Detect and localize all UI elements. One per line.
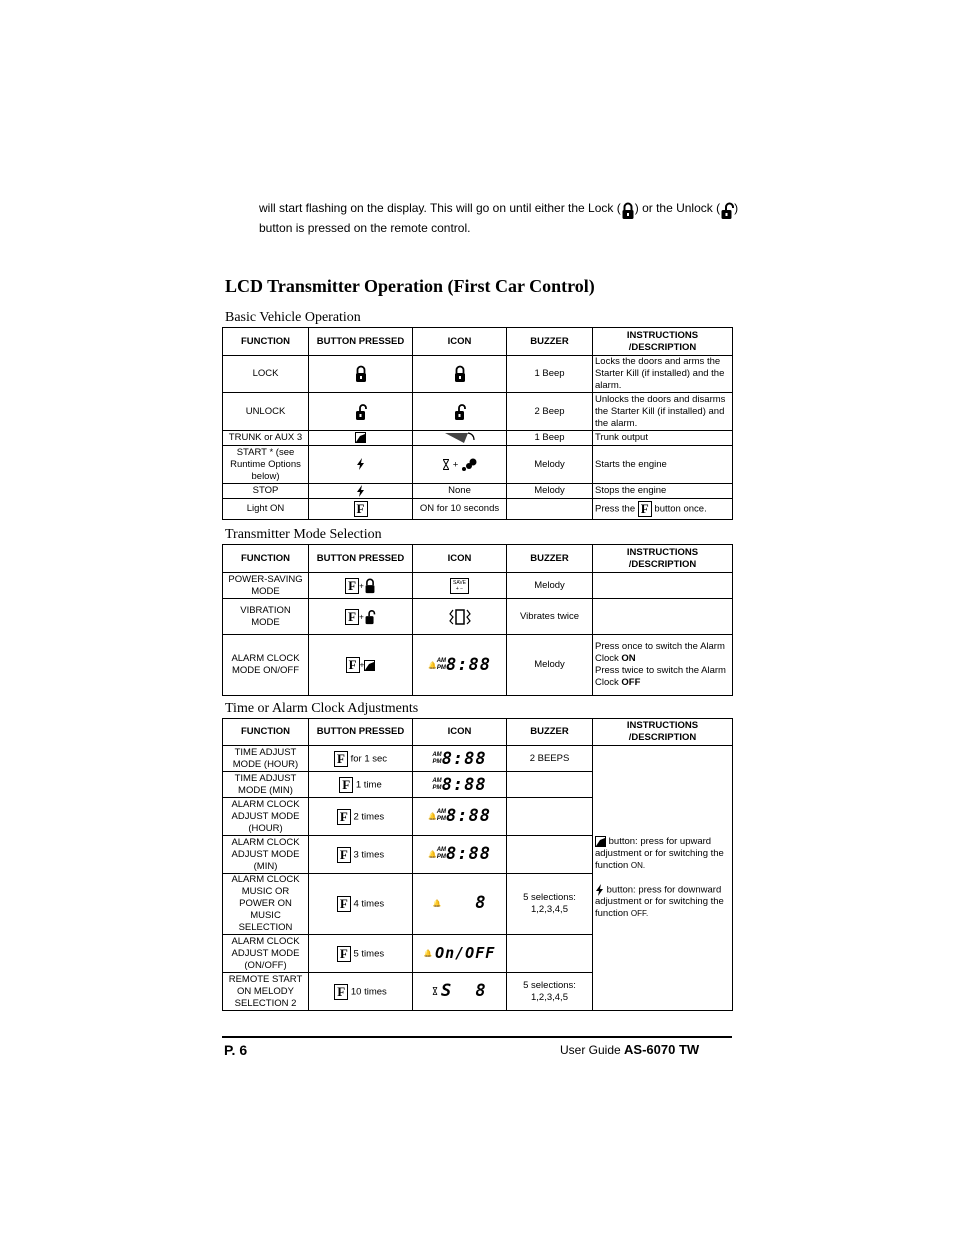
table-header-row [223, 719, 733, 746]
desc-small: OFF. [630, 909, 649, 919]
buzzer-cell: Vibrates twice [507, 599, 593, 635]
table-row [223, 484, 733, 499]
section-title-basic: Basic Vehicle Operation [225, 310, 361, 325]
bell-icon: 🔔 [427, 662, 437, 670]
function-cell: REMOTE START ON MELODY SELECTION 2 [223, 973, 309, 1011]
header-buzzer: BUZZER [507, 328, 593, 356]
header-function: FUNCTION [223, 545, 309, 573]
header-instructions: INSTRUCTIONS /DESCRIPTION [593, 719, 733, 746]
function-cell: TIME ADJUST MODE (MIN) [223, 772, 309, 798]
trunk-button-icon [595, 836, 606, 847]
desc-text: Press twice to switch the Alarm Clock [595, 665, 726, 688]
f-button-icon: F [337, 896, 351, 912]
am-label: AM [432, 777, 442, 784]
header-buzzer: BUZZER [507, 719, 593, 746]
header-function: FUNCTION [223, 328, 309, 356]
function-cell: ALARM CLOCK ADJUST MODE (MIN) [223, 836, 309, 874]
header-button-pressed: BUTTON PRESSED [309, 719, 413, 746]
table-row [223, 431, 733, 446]
mode-selection-table [222, 544, 733, 696]
lcd-clock-display: 8:88 [446, 844, 491, 865]
lcd-clock-display: 8:88 [446, 806, 491, 827]
press-count: 4 times [353, 898, 385, 910]
icon-cell [413, 431, 507, 446]
header-buzzer: BUZZER [507, 545, 593, 573]
function-cell: TRUNK or AUX 3 [223, 431, 309, 446]
unlock-icon [364, 611, 376, 622]
lcd-clock-display: 8:88 [441, 748, 487, 769]
buzzer-cell: Melody [507, 573, 593, 599]
buzzer-cell [507, 935, 593, 973]
function-cell: STOP [223, 484, 309, 499]
f-button-icon: F [345, 578, 359, 594]
function-cell: TIME ADJUST MODE (HOUR) [223, 746, 309, 772]
buzzer-cell [507, 499, 593, 520]
description-cell [593, 599, 733, 635]
table-row [223, 599, 733, 635]
vibration-icon [448, 611, 472, 622]
button-cell [309, 746, 413, 772]
guide-label: User Guide [560, 1043, 621, 1057]
intro-text-1: will start flashing on the display. This will go on until either the Lock ( [259, 201, 621, 215]
bell-icon: 🔔 [427, 851, 437, 859]
icon-cell [413, 836, 507, 874]
button-cell [309, 431, 413, 446]
unlock-icon [355, 406, 367, 417]
buzzer-cell [507, 798, 593, 836]
function-cell: POWER-SAVING MODE [223, 573, 309, 599]
desc-text: Press the [595, 503, 636, 515]
function-cell: ALARM CLOCK ADJUST MODE (ON/OFF) [223, 935, 309, 973]
intro-paragraph [259, 198, 739, 238]
buzzer-cell: 2 Beep [507, 393, 593, 431]
lock-icon [621, 200, 635, 218]
intro-text-3: ) [734, 201, 739, 215]
header-button-pressed: BUTTON PRESSED [309, 545, 413, 573]
footer-guide [560, 1042, 699, 1057]
table-header-row [223, 328, 733, 356]
section-title-clock: Time or Alarm Clock Adjustments [225, 701, 419, 716]
icon-cell [413, 635, 507, 696]
am-label: AM [436, 809, 447, 816]
lock-icon [355, 369, 367, 380]
save-label: SAVE [453, 579, 466, 586]
buzzer-cell: 5 selections: 1,2,3,4,5 [507, 874, 593, 935]
lcd-digit-display: 8 [475, 893, 487, 914]
lightning-icon [356, 485, 365, 496]
desc-text: Press once to switch the Alarm Clock [595, 641, 725, 664]
press-count: for 1 sec [350, 753, 388, 765]
f-button-icon: F [354, 501, 368, 517]
f-button-icon: F [345, 609, 359, 625]
header-button-pressed: BUTTON PRESSED [309, 328, 413, 356]
am-pm-indicator [437, 658, 446, 672]
pm-label: PM [432, 784, 442, 791]
icon-cell: None [413, 484, 507, 499]
header-instructions: INSTRUCTIONS /DESCRIPTION [593, 545, 733, 573]
function-cell: ALARM CLOCK MUSIC OR POWER ON MUSIC SELECTION [223, 874, 309, 935]
press-count: 1 time [355, 779, 382, 791]
intro-text-2: ) or the Unlock ( [634, 201, 721, 215]
am-label: AM [432, 751, 442, 758]
buzzer-cell [507, 836, 593, 874]
icon-cell [413, 356, 507, 393]
function-cell: START * (see Runtime Options below) [223, 446, 309, 484]
f-button-icon: F [337, 809, 351, 825]
description-cell: Unlocks the doors and disarms the Starter Kill (if installed) and the alarm. [593, 393, 733, 431]
description-cell: Trunk output [593, 431, 733, 446]
desc-text: button: press for downward adjustment or for switching the function [595, 884, 724, 920]
am-pm-indicator [437, 809, 446, 823]
icon-cell: ON for 10 seconds [413, 499, 507, 520]
press-count: 3 times [353, 849, 385, 861]
header-icon: ICON [413, 719, 507, 746]
hourglass-icon [432, 986, 438, 997]
icon-cell [413, 393, 507, 431]
icon-cell [413, 599, 507, 635]
pm-label: PM [436, 664, 446, 671]
trunk-icon [444, 432, 476, 443]
lcd-clock-display: 8:88 [441, 774, 487, 795]
button-cell [309, 772, 413, 798]
press-count: 2 times [353, 811, 385, 823]
am-label: AM [436, 847, 447, 854]
description-cell: Starts the engine [593, 446, 733, 484]
table-row [223, 393, 733, 431]
f-button-icon: F [638, 501, 652, 517]
hourglass-icon [442, 459, 450, 470]
engine-smoke-icon [461, 459, 477, 470]
description-cell [593, 746, 733, 1011]
pm-label: PM [436, 854, 446, 861]
function-cell: Light ON [223, 499, 309, 520]
description-cell [593, 573, 733, 599]
desc-bold: OFF [621, 677, 641, 688]
footer-divider [222, 1036, 732, 1038]
am-pm-indicator [432, 752, 441, 766]
buzzer-cell: 1 Beep [507, 356, 593, 393]
header-icon: ICON [413, 545, 507, 573]
header-function: FUNCTION [223, 719, 309, 746]
function-cell: VIBRATION MODE [223, 599, 309, 635]
lightning-icon [356, 459, 365, 470]
lock-icon [364, 580, 376, 591]
buzzer-cell: Melody [507, 446, 593, 484]
icon-cell [413, 935, 507, 973]
f-button-icon: F [337, 946, 351, 962]
table-row [223, 635, 733, 696]
trunk-button-icon [355, 432, 366, 443]
pm-label: PM [436, 816, 446, 823]
lock-icon [454, 369, 466, 380]
press-count: 5 times [353, 948, 385, 960]
description-cell: Stops the engine [593, 484, 733, 499]
desc-small: ON. [630, 860, 646, 870]
function-cell: ALARM CLOCK MODE ON/OFF [223, 635, 309, 696]
icon-cell [413, 874, 507, 935]
button-cell [309, 874, 413, 935]
button-cell: F + [309, 635, 413, 696]
press-count: 10 times [350, 986, 387, 998]
function-cell: UNLOCK [223, 393, 309, 431]
unlock-icon [720, 200, 734, 218]
f-button-icon: F [339, 777, 353, 793]
f-button-icon: F [334, 751, 348, 767]
button-cell [309, 446, 413, 484]
icon-cell: + [413, 446, 507, 484]
icon-cell [413, 573, 507, 599]
table-row [223, 356, 733, 393]
icon-cell [413, 772, 507, 798]
buzzer-cell: 5 selections: 1,2,3,4,5 [507, 973, 593, 1011]
button-cell [309, 393, 413, 431]
table-row [223, 746, 733, 772]
basic-operation-table [222, 327, 733, 520]
lcd-onoff-display: On/OFF [435, 943, 496, 962]
buzzer-cell [507, 772, 593, 798]
clock-adjust-table [222, 718, 733, 1011]
description-cell [593, 499, 733, 520]
unlock-icon [454, 406, 466, 417]
f-button-icon: F [334, 984, 348, 1000]
button-cell [309, 499, 413, 520]
table-row [223, 446, 733, 484]
header-icon: ICON [413, 328, 507, 356]
button-cell: F + [309, 599, 413, 635]
button-cell [309, 356, 413, 393]
buzzer-cell: 1 Beep [507, 431, 593, 446]
bell-icon: 🔔 [427, 813, 437, 821]
button-cell: F + [309, 573, 413, 599]
am-pm-indicator [437, 847, 446, 861]
button-cell [309, 484, 413, 499]
table-header-row [223, 545, 733, 573]
description-cell: Locks the doors and arms the Starter Kill (if installed) and the alarm. [593, 356, 733, 393]
desc-bold: ON [621, 653, 636, 664]
page-heading: LCD Transmitter Operation (First Car Control) [225, 276, 595, 296]
page-number: P. 6 [224, 1042, 248, 1058]
desc-text: button: press for upward adjustment or for switching the function [595, 835, 724, 871]
function-cell: LOCK [223, 356, 309, 393]
button-cell [309, 836, 413, 874]
buzzer-cell: Melody [507, 484, 593, 499]
am-label: AM [436, 657, 447, 664]
icon-cell [413, 973, 507, 1011]
header-instructions: INSTRUCTIONS /DESCRIPTION [593, 328, 733, 356]
icon-cell [413, 798, 507, 836]
buzzer-cell: 2 BEEPS [507, 746, 593, 772]
table-row [223, 499, 733, 520]
intro-text-4: button is pressed on the remote control. [259, 221, 471, 235]
button-cell [309, 935, 413, 973]
bell-icon: 🔔 [423, 950, 433, 958]
bell-icon: 🔔 [432, 900, 442, 908]
pm-label: PM [432, 758, 442, 765]
f-button-icon: F [337, 847, 351, 863]
section-title-mode: Transmitter Mode Selection [225, 527, 382, 542]
lcd-clock-display: 8:88 [446, 654, 491, 675]
button-cell [309, 798, 413, 836]
function-cell: ALARM CLOCK ADJUST MODE (HOUR) [223, 798, 309, 836]
lightning-icon [595, 884, 604, 895]
desc-text: button once. [654, 503, 707, 515]
lcd-melody-display: S 8 [440, 981, 487, 1002]
icon-cell [413, 746, 507, 772]
button-cell [309, 973, 413, 1011]
trunk-button-icon [364, 660, 375, 671]
buzzer-cell: Melody [507, 635, 593, 696]
description-cell [593, 635, 733, 696]
am-pm-indicator [432, 778, 441, 792]
model-label: AS-6070 TW [624, 1042, 700, 1057]
battery-save-icon: SAVE + − [450, 578, 469, 594]
table-row [223, 573, 733, 599]
f-button-icon: F [346, 657, 360, 673]
